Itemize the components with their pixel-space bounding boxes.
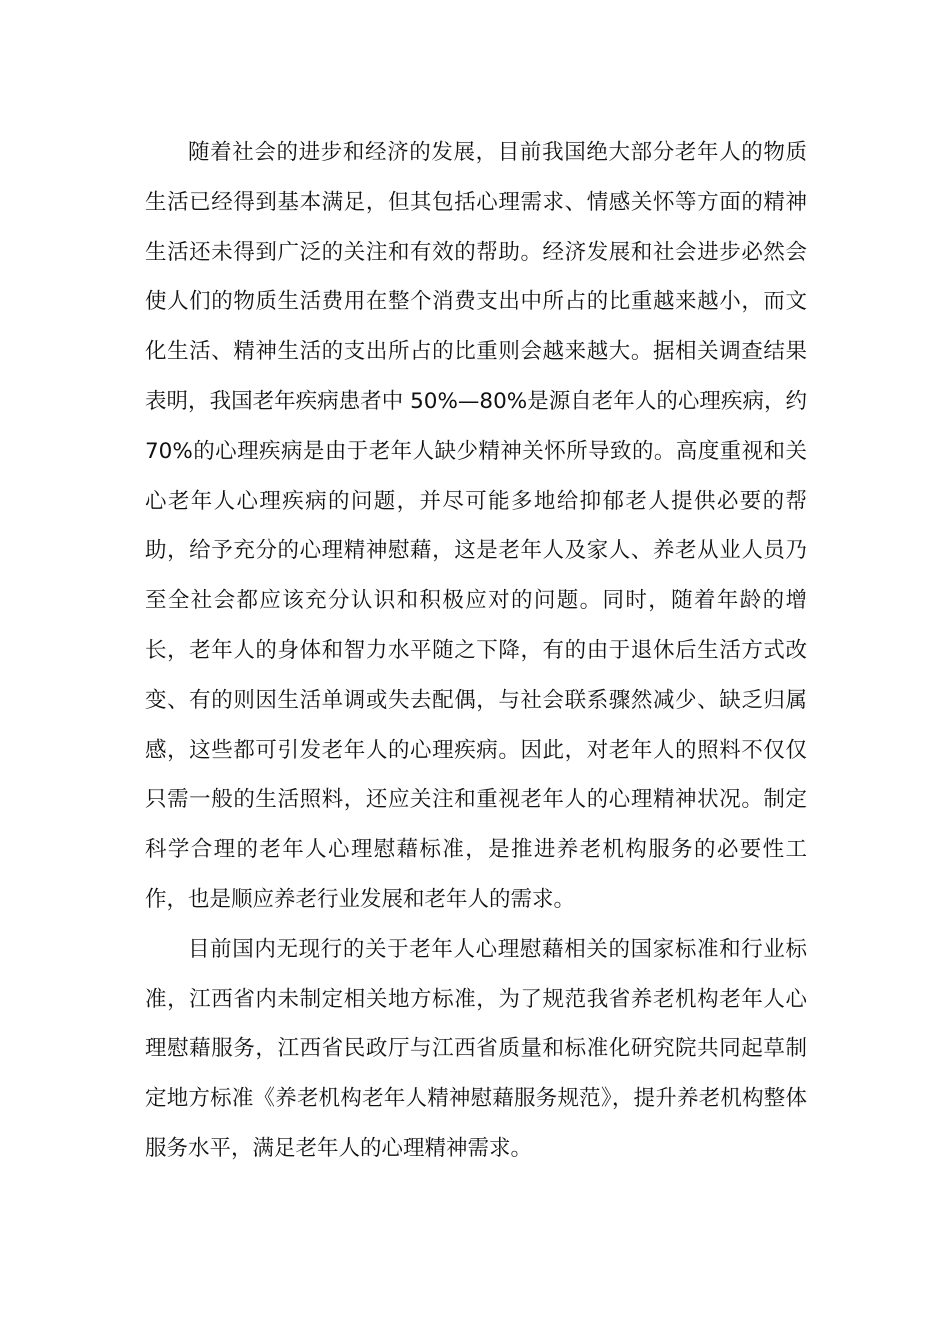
paragraph-purpose: 目前国内无现行的关于老年人心理慰藉相关的国家标准和行业标准，江西省内未制定相关地方标准，为了规范我省养老机构老年人心理慰藉服务，江西省民政厅与江西省质量和标准化研究院共同起草制定地方标准《养老机构老年人精神慰藉服务规范》，提升养老机构整体服务水平，满足老年人的心理精神需求。 (145, 936, 807, 1161)
document-body (145, 128, 807, 1174)
paragraph-background: 随着社会的进步和经济的发展，目前我国绝大部分老年人的物质生活已经得到基本满足，但其包括心理需求、情感关怀等方面的精神生活还未得到广泛的关注和有效的帮助。经济发展和社会进步必然会使人们的物质生活费用在整个消费支出中所占的比重越来越小，而文化生活、精神生活的支出所占的比重则会越来越大。据相关调查结果表明，我国老年疾病患者中 50%—80%是源自老年人的心理疾病，约 70%的心理疾病是由于老年人缺少精神关怀所导致的。高度重视和关心老年人心理疾病的问题，并尽可能多地给抑郁老人提供必要的帮助，给予充分的心理精神慰藉，这是老年人及家人、养老从业人员乃至全社会都应该充分认识和积极应对的问题。同时，随着年龄的增长，老年人的身体和智力水平随之下降，有的由于退休后生活方式改变、有的则因生活单调或失去配偶，与社会联系骤然减少、缺乏归属感，这些都可引发老年人的心理疾病。因此，对老年人的照料不仅仅只需一般的生活照料，还应关注和重视老年人的心理精神状况。制定科学合理的老年人心理慰藉标准，是推进养老机构服务的必要性工作，也是顺应养老行业发展和老年人的需求。 (145, 140, 807, 912)
